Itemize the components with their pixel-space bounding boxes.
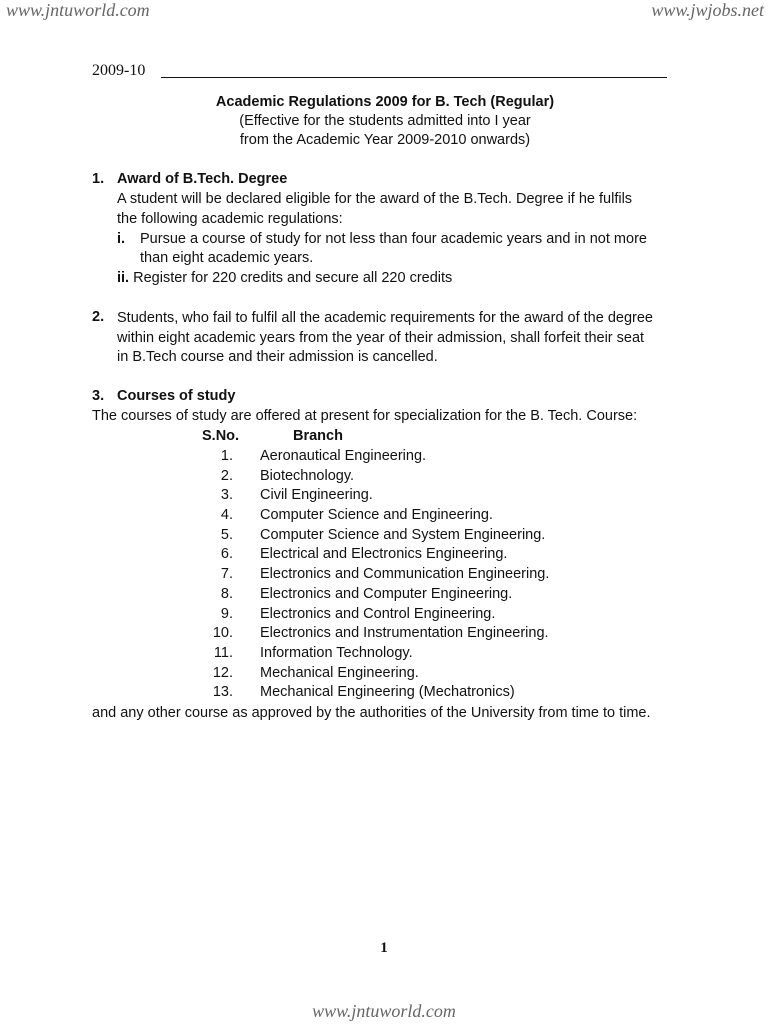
item-ii-text: Register for 220 credits and secure all 220 credits xyxy=(133,270,453,286)
section-1-intro-line-2: the following academic regulations: xyxy=(117,211,343,227)
row-branch: Mechanical Engineering (Mechatronics) xyxy=(260,684,515,701)
table-row xyxy=(205,486,625,506)
row-branch: Aeronautical Engineering. xyxy=(260,448,427,464)
table-row xyxy=(205,644,625,664)
section-1-heading: Award of B.Tech. Degree xyxy=(117,171,288,187)
section-1-number: 1. xyxy=(92,171,105,187)
table-row xyxy=(205,585,625,605)
table-row xyxy=(205,467,625,487)
item-i-number: i. xyxy=(117,231,126,247)
page-number: 1 xyxy=(380,940,388,956)
document-title: Academic Regulations 2009 for B. Tech (Regular) xyxy=(215,94,555,110)
section-2-line-1: Students, who fail to fulfil all the academic requirements for the award of the degree xyxy=(117,310,653,326)
section-3-closing: and any other course as approved by the authorities of the University from time to time. xyxy=(92,705,651,721)
section-3-heading: Courses of study xyxy=(117,388,236,404)
title-subline-1: (Effective for the students admitted into I year xyxy=(239,113,531,129)
row-branch: Electronics and Instrumentation Engineering. xyxy=(260,625,549,642)
row-sno: 12. xyxy=(212,664,233,681)
section-2-line-2: within eight academic years from the year of their admission, shall forfeit their seat xyxy=(117,330,645,346)
row-sno: 1. xyxy=(220,448,233,464)
table-row xyxy=(205,447,625,467)
row-sno: 7. xyxy=(220,566,233,583)
table-row xyxy=(205,605,625,625)
row-sno: 13. xyxy=(212,684,233,701)
table-row xyxy=(205,526,625,546)
section-2-number: 2. xyxy=(92,309,105,325)
header-rule xyxy=(161,77,667,78)
table-row xyxy=(205,624,625,644)
row-sno: 3. xyxy=(220,487,233,504)
item-i-text-line-1: Pursue a course of study for not less than four academic years and in not more xyxy=(140,231,647,247)
row-branch: Electronics and Communication Engineering. xyxy=(260,566,550,583)
table-row xyxy=(205,545,625,565)
watermark-top-right[interactable]: www.jwjobs.net xyxy=(651,0,764,20)
watermark-top-left[interactable]: www.jntuworld.com xyxy=(6,0,150,20)
section-3-intro: The courses of study are offered at present for specialization for the B. Tech. Course: xyxy=(92,408,638,424)
row-sno: 4. xyxy=(220,507,233,524)
row-sno: 2. xyxy=(220,467,233,484)
row-sno: 6. xyxy=(220,546,233,563)
section-1-item-i xyxy=(117,230,125,250)
branch-table xyxy=(205,447,625,703)
row-branch: Electronics and Computer Engineering. xyxy=(260,585,513,602)
row-branch: Biotechnology. xyxy=(260,467,355,484)
row-sno: 9. xyxy=(220,605,233,622)
table-header-sno: S.No. xyxy=(202,428,240,444)
header-year: 2009-10 xyxy=(92,62,146,79)
row-sno: 5. xyxy=(220,526,233,543)
table-row xyxy=(205,683,625,703)
row-branch: Information Technology. xyxy=(260,644,413,661)
table-row xyxy=(205,506,625,526)
item-ii-number: ii. xyxy=(117,270,130,286)
title-subline-2: from the Academic Year 2009-2010 onwards) xyxy=(239,132,531,148)
table-row xyxy=(205,664,625,684)
row-branch: Electronics and Control Engineering. xyxy=(260,605,496,622)
row-branch: Civil Engineering. xyxy=(260,487,373,504)
row-sno: 10. xyxy=(212,625,233,642)
row-sno: 11. xyxy=(213,644,233,661)
row-branch: Mechanical Engineering. xyxy=(260,664,419,681)
row-branch: Computer Science and System Engineering. xyxy=(260,526,546,543)
table-header-branch: Branch xyxy=(293,428,343,444)
item-i-text-line-2: than eight academic years. xyxy=(140,250,314,266)
section-2-line-3: in B.Tech course and their admission is cancelled. xyxy=(117,349,438,365)
row-sno: 8. xyxy=(220,585,233,602)
row-branch: Electrical and Electronics Engineering. xyxy=(260,546,508,563)
section-3-number: 3. xyxy=(92,388,105,404)
row-branch: Computer Science and Engineering. xyxy=(260,507,493,524)
table-row xyxy=(205,565,625,585)
watermark-bottom[interactable]: www.jntuworld.com xyxy=(312,1001,456,1021)
section-1-item-ii xyxy=(117,269,452,289)
section-1-intro-line-1: A student will be declared eligible for the award of the B.Tech. Degree if he fulfils xyxy=(117,191,633,207)
